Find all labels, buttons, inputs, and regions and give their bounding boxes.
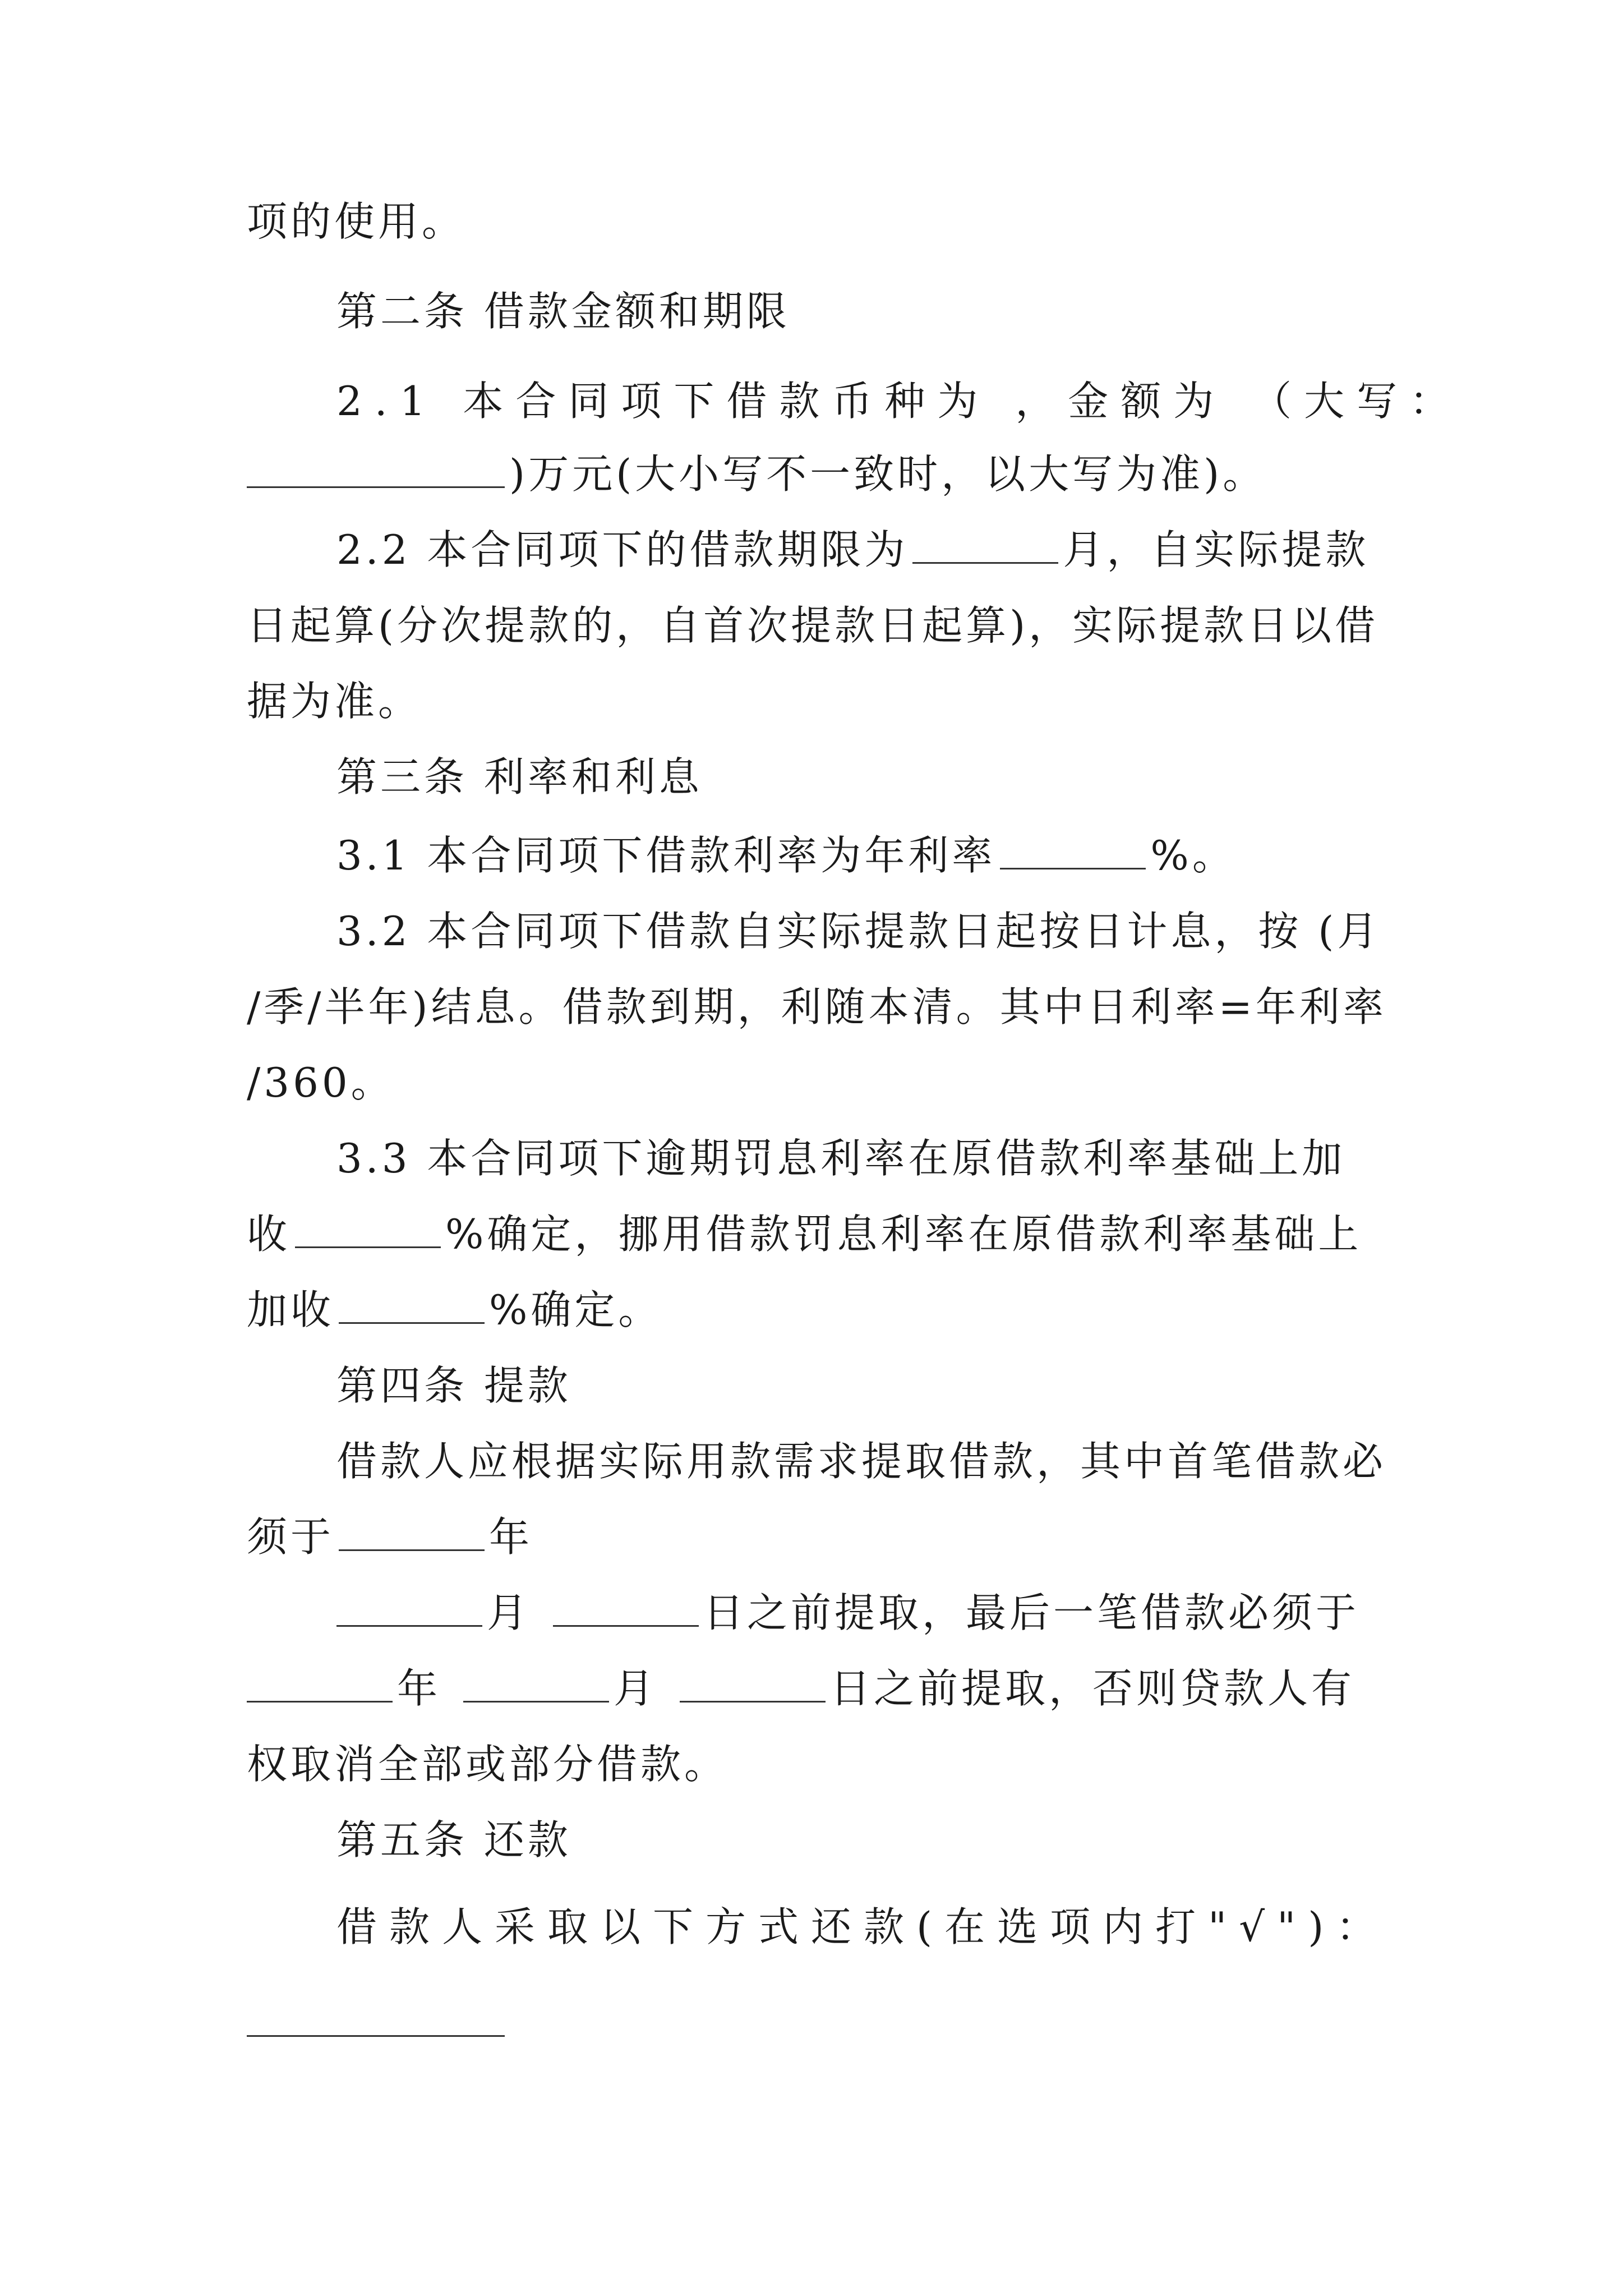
first-draw-year-blank[interactable] xyxy=(339,1510,485,1551)
article-4-text-b: 年 xyxy=(489,1513,533,1561)
misuse-rate-blank[interactable] xyxy=(339,1283,485,1324)
clause-3-3-line-2 xyxy=(247,1206,1391,1262)
article-4-line-4 xyxy=(247,1660,1391,1717)
clause-3-2-line-2: /季/半年)结息。借款到期，利随本清。其中日利率=年利率 xyxy=(247,983,1387,1030)
clause-2-1-text: )万元(大小写不一致时，以大写为准)。 xyxy=(509,450,1267,498)
first-draw-month-blank[interactable] xyxy=(336,1586,482,1627)
clause-2-1-line-2 xyxy=(247,446,1391,502)
clause-3-1 xyxy=(336,827,1391,884)
article-4-line-1: 借款人应根据实际用款需求提取借款，其中首笔借款必 xyxy=(336,1438,1387,1485)
clause-2-2-line-2: 日起算(分次提款的，自首次提款日起算)，实际提款日以借 xyxy=(247,602,1379,649)
last-draw-year-blank[interactable] xyxy=(247,1662,393,1703)
clause-3-1-text-a: 3.1 本合同项下借款利率为年利率 xyxy=(336,832,996,879)
clause-2-2-text-b: 月，自实际提款 xyxy=(1063,526,1370,573)
clause-3-3-text-a: 收 xyxy=(247,1211,291,1258)
article-4-text-c: 月 xyxy=(487,1589,531,1636)
article-5-line-1: 借款人采取以下方式还款(在选项内打"√")： xyxy=(336,1903,1389,1950)
clause-3-3-line-1: 3.3 本合同项下逾期罚息利率在原借款利率基础上加 xyxy=(336,1135,1346,1182)
repayment-method-blank[interactable] xyxy=(247,2035,505,2037)
article-4-line-2 xyxy=(247,1509,1391,1565)
last-draw-day-blank[interactable] xyxy=(680,1662,826,1703)
article-4-text-g: 日之前提取，否则贷款人有 xyxy=(830,1665,1355,1712)
paragraph-tail: 项的使用。 xyxy=(247,198,466,245)
clause-2-2-text-a: 2.2 本合同项下的借款期限为 xyxy=(336,526,909,573)
clause-3-3-line-3 xyxy=(247,1282,1391,1338)
clause-2-2-line-3: 据为准。 xyxy=(247,678,422,725)
clause-2-1-line-1: 2.1 本合同项下借款币种为 ，金额为 （大写： xyxy=(336,378,1463,425)
article-4-text-f: 月 xyxy=(614,1665,658,1712)
term-months-blank[interactable] xyxy=(912,523,1058,564)
overdue-rate-blank[interactable] xyxy=(295,1207,441,1248)
last-draw-month-blank[interactable] xyxy=(463,1662,609,1703)
annual-rate-blank[interactable] xyxy=(1000,829,1146,869)
amount-blank[interactable] xyxy=(247,447,505,488)
clause-3-3-text-b: %确定，挪用借款罚息利率在原借款利率基础上 xyxy=(445,1211,1362,1258)
article-4-heading: 第四条 提款 xyxy=(336,1362,571,1409)
article-4-text-e: 年 xyxy=(397,1665,441,1712)
article-4-text-d: 日之前提取，最后一笔借款必须于 xyxy=(703,1589,1360,1636)
article-3-heading: 第三条 利率和利息 xyxy=(336,753,703,800)
clause-2-2-line-1 xyxy=(336,522,1391,578)
clause-3-3-text-d: %确定。 xyxy=(489,1286,662,1333)
clause-3-2-line-3: /360。 xyxy=(247,1059,395,1106)
clause-3-3-text-c: 加收 xyxy=(247,1286,335,1333)
article-4-text-a: 须于 xyxy=(247,1513,335,1561)
article-4-line-3 xyxy=(336,1585,1391,1641)
clause-3-1-text-b: %。 xyxy=(1150,832,1236,879)
clause-3-2-line-1: 3.2 本合同项下借款自实际提款日起按日计息，按 (月 xyxy=(336,908,1381,955)
article-5-heading: 第五条 还款 xyxy=(336,1816,571,1864)
article-4-line-5: 权取消全部或部分借款。 xyxy=(247,1741,728,1788)
article-2-heading: 第二条 借款金额和期限 xyxy=(336,288,790,335)
first-draw-day-blank[interactable] xyxy=(553,1586,699,1627)
